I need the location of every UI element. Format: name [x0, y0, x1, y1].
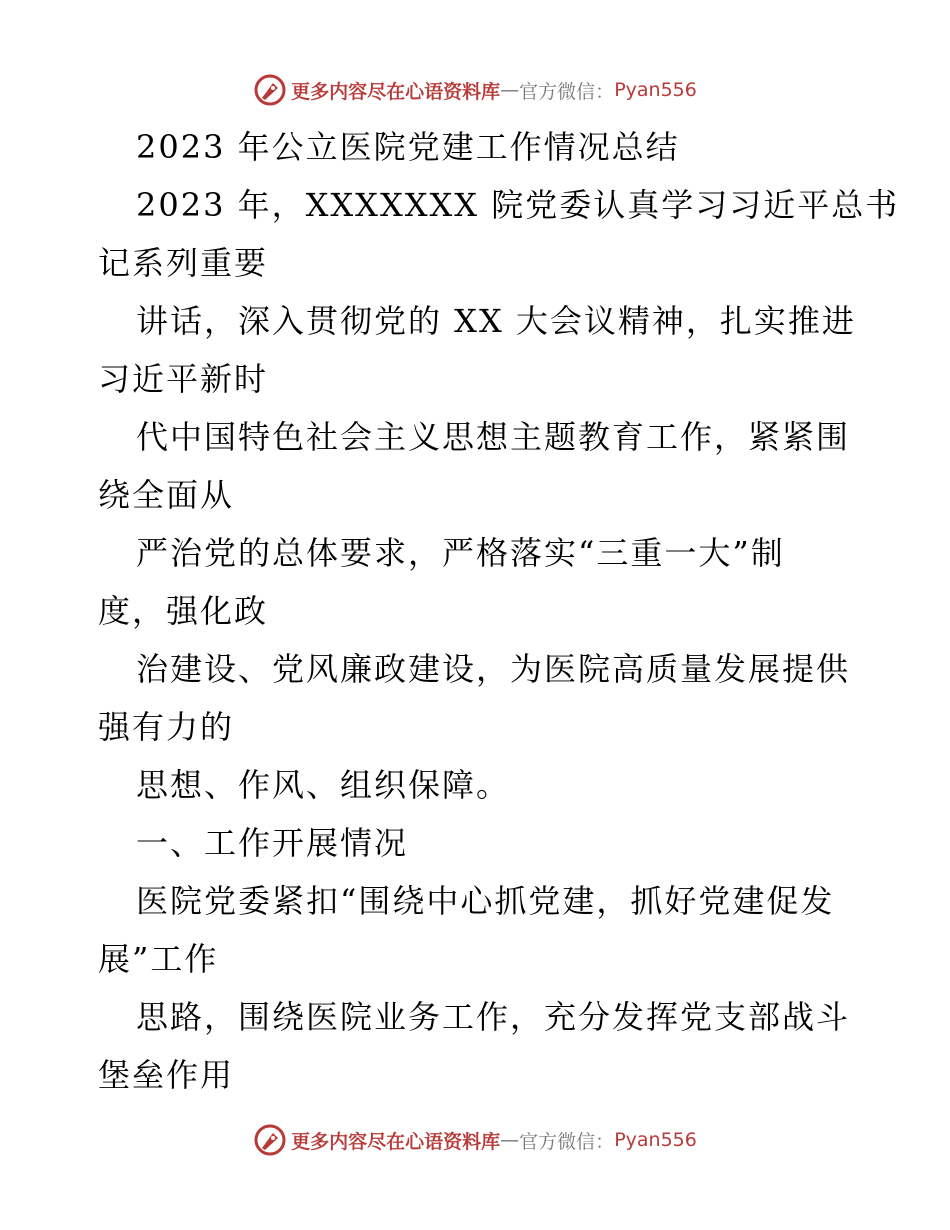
- watermark-brand-text: 更多内容尽在心语资料库: [291, 1130, 501, 1153]
- watermark-brand-text: 更多内容尽在心语资料库: [291, 80, 501, 103]
- pen-nib-logo-icon: [253, 73, 287, 107]
- text-line: 讲话，深入贯彻党的 XX 大会议精神，扎实推进: [136, 302, 856, 340]
- text-line: 治建设、党风廉政建设，为医院高质量发展提供: [136, 650, 851, 688]
- text-line: 强有力的: [98, 708, 235, 746]
- watermark-dash: —: [500, 79, 520, 101]
- watermark-wechat-id: Pyan556: [614, 79, 697, 101]
- watermark-dash: —: [500, 1129, 520, 1151]
- watermark-footer: [0, 1122, 950, 1158]
- document-body: [98, 118, 900, 1104]
- text-line: 展”工作: [98, 940, 219, 978]
- text-line: 代中国特色社会主义思想主题教育工作，紧紧围: [136, 418, 851, 456]
- text-line: 2023 年，XXXXXXX 院党委认真学习习近平总书: [136, 186, 900, 224]
- text-line: 度，强化政: [98, 592, 269, 630]
- text-line: 堡垒作用: [98, 1056, 235, 1094]
- text-line: 医院党委紧扣“围绕中心抓党建，抓好党建促发: [136, 882, 835, 920]
- watermark-label: 官方微信：: [519, 80, 615, 103]
- text-line: 严治党的总体要求，严格落实“三重一大”制: [136, 534, 785, 572]
- text-line: 记系列重要: [98, 244, 269, 282]
- text-line: 思路，围绕医院业务工作，充分发挥党支部战斗: [136, 998, 851, 1036]
- text-line: 一、工作开展情况: [136, 824, 409, 862]
- text-line: 习近平新时: [98, 360, 269, 398]
- text-line: 2023 年公立医院党建工作情况总结: [136, 128, 680, 166]
- pen-nib-logo-icon: [253, 1123, 287, 1157]
- text-line: 思想、作风、组织保障。: [136, 766, 511, 804]
- watermark-wechat-id: Pyan556: [614, 1129, 697, 1151]
- watermark-header: [0, 72, 950, 108]
- watermark-label: 官方微信：: [519, 1130, 615, 1153]
- text-line: 绕全面从: [98, 476, 235, 514]
